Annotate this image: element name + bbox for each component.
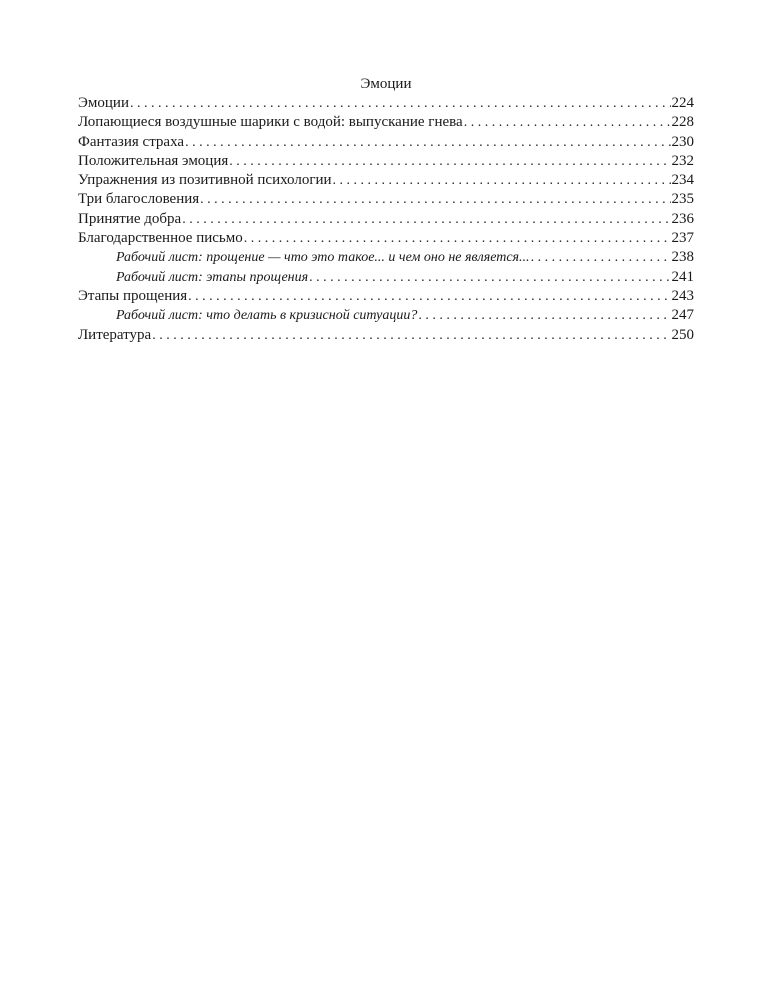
toc-entry-page: 238 [671, 249, 694, 266]
toc-dot-leader [309, 268, 670, 287]
toc-entry[interactable] [78, 171, 694, 190]
toc-entry-title: Положительная эмоция [78, 152, 229, 169]
toc-dot-leader [188, 287, 670, 306]
toc-entry-page: 237 [671, 230, 694, 247]
toc-entry-page: 228 [671, 114, 694, 131]
toc-entry[interactable] [78, 113, 694, 132]
toc-entry[interactable] [78, 152, 694, 171]
toc-entry-title: Эмоции [78, 95, 129, 111]
toc-entry[interactable] [78, 190, 694, 209]
toc-dot-leader [200, 190, 670, 209]
toc-entry-page: 247 [671, 307, 694, 324]
toc-entry-title: Благодарственное письмо [78, 230, 243, 247]
toc-entry[interactable] [78, 133, 694, 152]
toc-subentry[interactable] [78, 268, 694, 287]
toc-entry-page: 232 [671, 152, 694, 169]
toc-entry-title: Этапы прощения [78, 287, 188, 304]
toc-page [78, 74, 694, 345]
toc-entry-title: Лопающиеся воздушные шарики с водой: выпускание гнева [78, 114, 463, 131]
toc-entry[interactable] [78, 326, 694, 345]
toc-dot-leader [464, 113, 671, 132]
toc-entry-page: 224 [671, 95, 694, 111]
toc-entry-title: Фантазия страха [78, 133, 185, 150]
toc-entry[interactable] [78, 210, 694, 229]
section-title: Эмоции [360, 76, 412, 92]
toc-dot-leader [185, 133, 670, 152]
toc-dot-leader [333, 171, 671, 190]
toc-entry-page: 235 [671, 191, 694, 208]
toc-dot-leader [229, 152, 670, 171]
toc-subentry[interactable] [78, 248, 694, 267]
toc-dot-leader [130, 94, 671, 113]
toc-entry-title: Рабочий лист: этапы прощения [116, 269, 309, 285]
toc-entry-title: Рабочий лист: прощение — что это такое... и чем оно не является... [116, 250, 530, 266]
toc-entry-page: 243 [671, 287, 694, 304]
toc-entry-title: Принятие добра [78, 210, 182, 227]
toc-subentry[interactable] [78, 306, 694, 325]
toc-entry[interactable] [78, 287, 694, 306]
toc-entry[interactable] [78, 229, 694, 248]
toc-entry-title: Литература [78, 326, 152, 343]
toc-entry-page: 241 [671, 268, 694, 285]
toc-entry-page: 236 [671, 210, 694, 227]
toc-dot-leader [531, 248, 671, 267]
toc-dot-leader [152, 326, 670, 345]
table-of-contents [78, 94, 694, 345]
toc-entry[interactable] [78, 94, 694, 113]
toc-entry-page: 230 [671, 133, 694, 150]
toc-entry-title: Три благословения [78, 191, 200, 208]
toc-entry-title: Упражнения из позитивной психологии [78, 172, 332, 189]
toc-entry-page: 250 [671, 326, 694, 343]
toc-entry-title: Рабочий лист: что делать в кризисной ситуации? [116, 308, 418, 324]
toc-entry-page: 234 [671, 172, 694, 189]
toc-dot-leader [418, 306, 670, 325]
toc-dot-leader [244, 229, 671, 248]
toc-dot-leader [182, 210, 670, 229]
